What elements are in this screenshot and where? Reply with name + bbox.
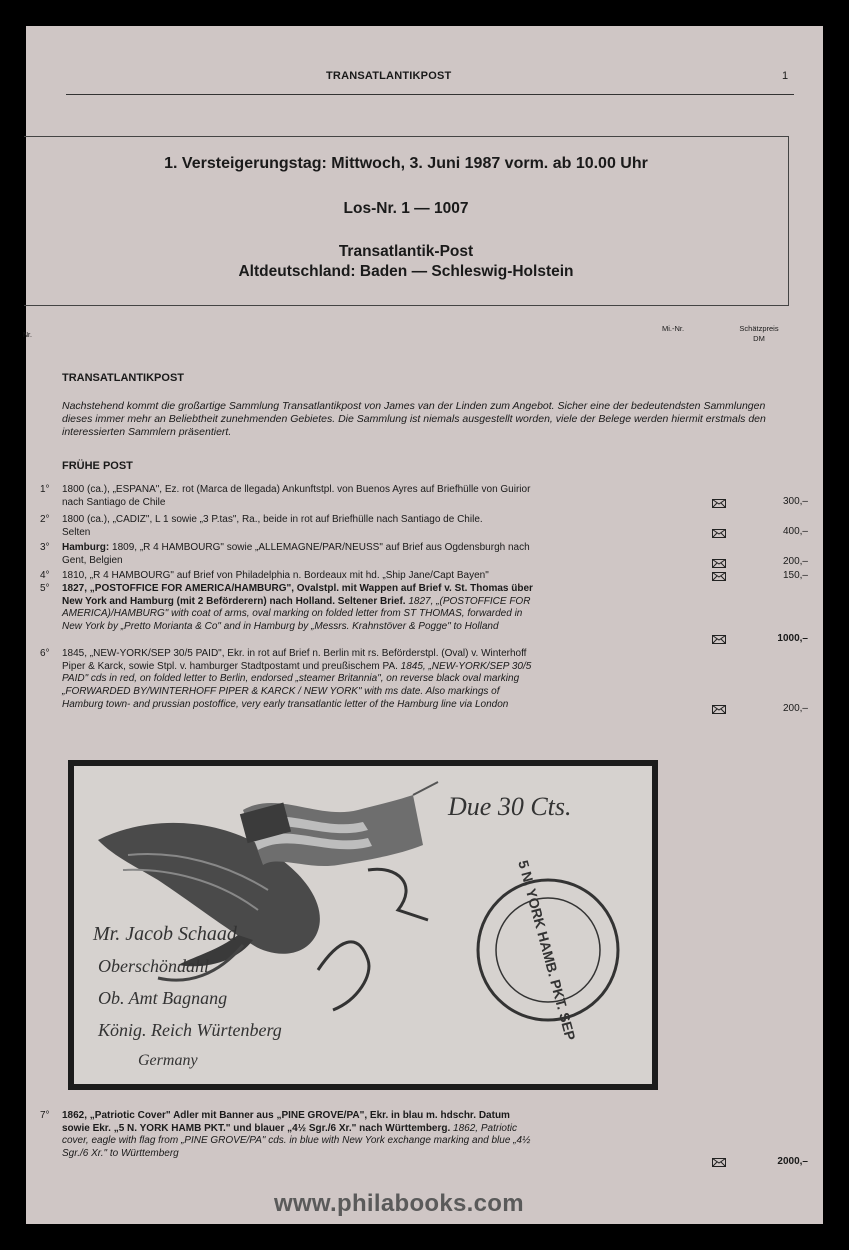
envelope-icon <box>712 529 726 538</box>
address-line: Ob. Amt Bagnang <box>98 988 228 1008</box>
lot-price: 200,– <box>782 703 808 714</box>
lot-row <box>40 583 810 647</box>
auction-title-box <box>24 136 789 306</box>
lot-line-text: Piper & Karck, sowie Stpl. v. hamburger Stadtpostamt und preußischem PA. <box>62 660 398 672</box>
lot-line: Sgr./6 Xr." to Württemberg <box>62 1148 179 1160</box>
catalog-page <box>23 26 823 1224</box>
lot-line: New York by „Pretto Morianta & Co" and in Hamburg by „Messrs. Krahnstöver & Pogge" to Holland <box>62 621 499 633</box>
lot-line: 1800 (ca.), „CADIZ", L 1 sowie „3 P.tas", Ra., beide in rot auf Briefhülle nach Santiago de Chile. <box>62 514 483 525</box>
lot-line: Selten <box>62 526 91 538</box>
lot-line <box>62 542 656 555</box>
category-line: Transatlantik-Post <box>338 243 474 260</box>
lot-description <box>62 648 656 712</box>
lot-line: nach Santiago de Chile <box>62 496 166 508</box>
lot-line: 1845, „NEW-YORK/SEP 30/5 PAID", Ekr. in rot auf Brief n. Berlin mit rs. Beförderstpl. (Oval) v. Winterhoff <box>62 648 527 659</box>
lot-number: 3° <box>40 542 50 553</box>
lot-line: PAID" cds in red, on folded letter to Berlin, endorsed „steamer Britannia", on reverse black oval marking <box>62 673 520 685</box>
lot-price: 300,– <box>782 496 808 507</box>
lot-description <box>62 542 656 567</box>
page-number: 1 <box>782 70 789 82</box>
column-nr: Nr. <box>23 332 32 339</box>
envelope-icon <box>712 705 726 714</box>
lot-description <box>62 1110 662 1161</box>
lot-line <box>62 596 656 609</box>
lot-line: Gent, Belgien <box>62 554 123 566</box>
lot-price: 200,– <box>782 556 808 567</box>
auction-day-line: 1. Versteigerungstag: Mittwoch, 3. Juni 1987 vorm. ab 10.00 Uhr <box>164 155 648 172</box>
column-mi-nr: Mi.-Nr. <box>662 324 685 333</box>
lot-line: „FORWARDED BY/WINTERHOFF PIPER & KARCK / NEW YORK" with ms date. Also markings of <box>62 686 500 698</box>
cover-photo <box>68 760 658 1090</box>
lot-number: 7° <box>40 1110 50 1121</box>
lot-description <box>62 514 656 539</box>
envelope-icon <box>712 572 726 581</box>
envelope-icon <box>712 635 726 644</box>
address-line: Mr. Jacob Schaad <box>93 923 237 945</box>
website-watermark: www.philabooks.com <box>274 1190 524 1217</box>
lot-number: 6° <box>40 648 50 659</box>
due-note: Due 30 Cts. <box>448 792 572 821</box>
lot-description <box>62 583 656 634</box>
lot-description <box>62 570 656 583</box>
lot-row <box>40 570 810 583</box>
subcategory-line: Altdeutschland: Baden — Schleswig-Holstein <box>238 263 574 280</box>
lot-number: 2° <box>40 514 50 525</box>
lot-price: 150,– <box>782 570 808 581</box>
lot-number: 4° <box>40 570 50 581</box>
lot-line-text: 1809, „R 4 HAMBOURG" sowie „ALLEMAGNE/PAR/NEUSS" auf Brief aus Ogdensburgh nach <box>109 542 530 553</box>
column-currency: DM <box>753 334 765 343</box>
header-rule <box>66 94 794 95</box>
lot-bold-lead: Hamburg: <box>62 542 110 553</box>
lot-price: 400,– <box>782 526 808 537</box>
subsection-title: FRÜHE POST <box>62 460 133 472</box>
lot-row <box>40 484 810 510</box>
lot-line: Hamburg town- and prussian postoffice, very early transatlantic letter of the Hamburg line via London <box>62 698 509 710</box>
address-line: Oberschöndahl <box>98 956 209 976</box>
column-estimate <box>734 324 784 344</box>
envelope-icon <box>712 559 726 568</box>
lot-line <box>62 661 656 674</box>
lot-row <box>40 542 810 568</box>
lot-price: 2000,– <box>777 1156 808 1167</box>
lot-range-line: Los-Nr. 1 — 1007 <box>343 200 469 217</box>
lot-line: 1800 (ca.), „ESPANA", Ez. rot (Marca de llegada) Ankunftstpl. von Buenos Ayres auf Briefhülle von Guirior <box>62 484 531 495</box>
lot-line: AMERICA)/HAMBURG" with coat of arms, oval marking on folded letter from ST THOMAS, forwarded in <box>62 608 523 620</box>
lot-row <box>40 514 810 540</box>
lot-number: 5° <box>40 583 50 594</box>
lot-line: cover, eagle with flag from „PINE GROVE/PA" cds. in blue with New York exchange marking and blue „4½ <box>62 1135 531 1147</box>
lot-line-text: 1845, „NEW-YORK/SEP 30/5 <box>397 660 532 672</box>
lot-line-text: 1827, „(POSTOFFICE FOR <box>405 595 531 607</box>
lot-description <box>62 484 656 509</box>
section-title: TRANSATLANTIKPOST <box>62 372 185 384</box>
lot-line: 1862, „Patriotic Cover" Adler mit Banner aus „PINE GROVE/PA", Ekr. in blau m. hdschr. Datum <box>62 1110 510 1121</box>
postmark-text: 5 N. YORK HAMB. PKT. SEP <box>515 858 579 1043</box>
lot-line <box>62 1123 662 1136</box>
lot-line-text: New York and Hamburg (mit 2 Beförderern) nach Holland. Seltener Brief. <box>62 595 406 607</box>
lot-price: 1000,– <box>777 633 808 644</box>
envelope-icon <box>712 1158 726 1167</box>
lot-line-text: sowie Ekr. „5 N. YORK HAMB PKT." und blauer „4½ Sgr./6 Xr." nach Württemberg. <box>62 1122 451 1134</box>
address-line: Germany <box>138 1052 198 1069</box>
envelope-icon <box>712 499 726 508</box>
intro-paragraph: Nachstehend kommt die großartige Sammlung Transatlantikpost von James van der Linden zum Angebot. Sicher eine der bedeutendsten Sammlungen dieses immer mehr an Beliebtheit zunehmenden Gebietes. Die Sammlung ist niemals ausgestellt worden, viele der Belege werden hiermit erstmals den interessierten Sammlern präsentiert. <box>62 400 766 438</box>
running-title: TRANSATLANTIKPOST <box>326 70 452 82</box>
lot-line: 1810, „R 4 HAMBOURG" auf Brief von Philadelphia n. Bordeaux mit hd. „Ship Jane/Capt Bayen" <box>62 570 489 581</box>
lot-row <box>40 648 810 726</box>
lot-number: 1° <box>40 484 50 495</box>
lot-line-text: 1862, Patriotic <box>450 1122 517 1134</box>
column-estimate-label: Schätzpreis <box>739 324 779 333</box>
address-line: König. Reich Würtenberg <box>98 1020 282 1040</box>
lot-row <box>40 1110 810 1174</box>
lot-line: 1827, „POSTOFFICE FOR AMERICA/HAMBURG", Ovalstpl. mit Wappen auf Brief v. St. Thomas über <box>62 583 533 594</box>
